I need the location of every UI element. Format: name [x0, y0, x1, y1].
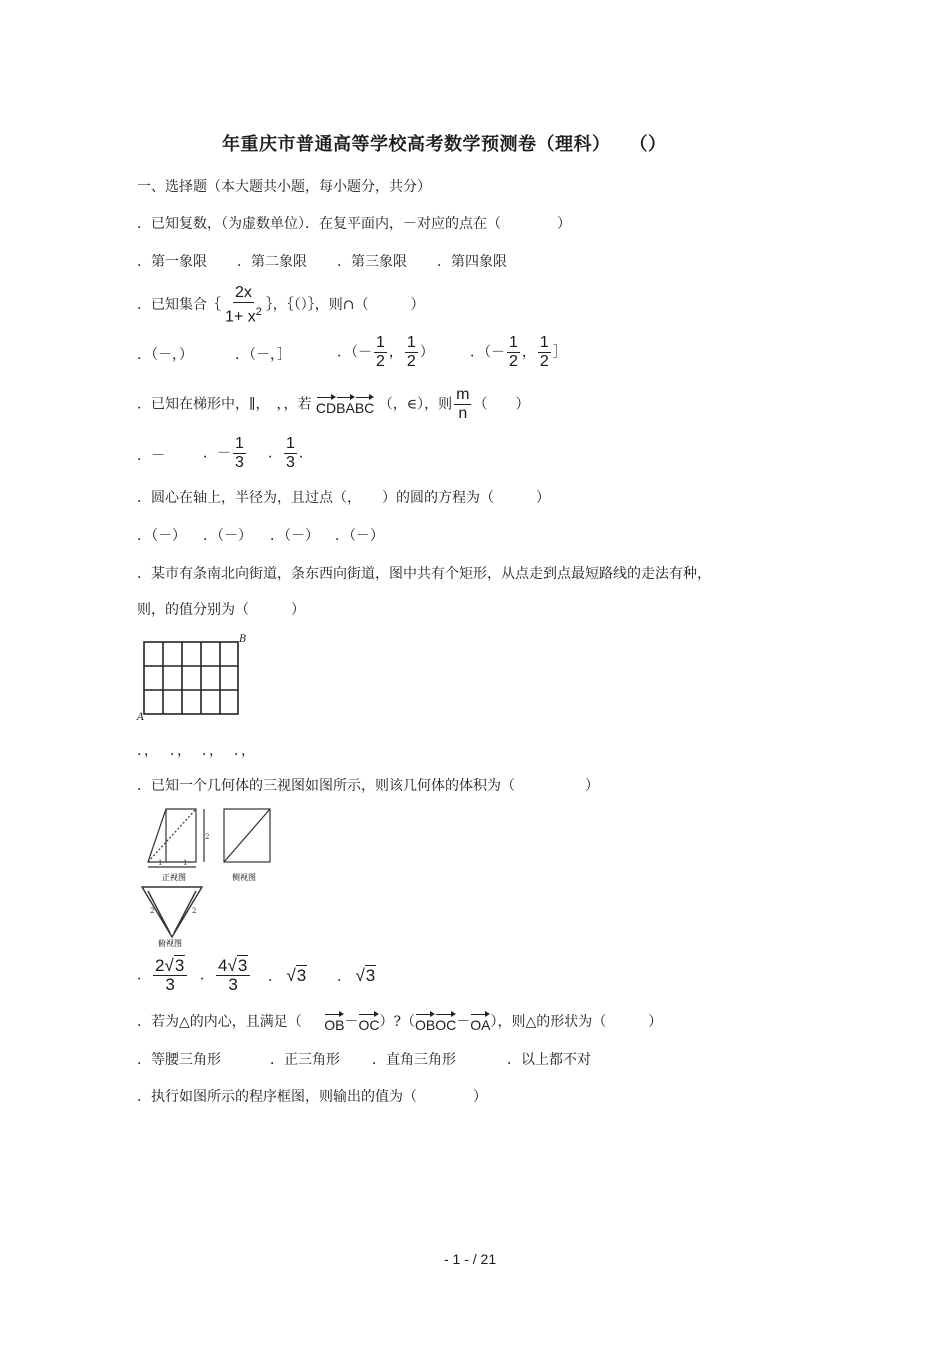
question-5-line-1: ．某市有条南北向街道，条东西向街道，图中共有个矩形，从点走到点最短路线的走法有种，: [137, 566, 711, 582]
q6-option-c: ． √3: [268, 966, 307, 985]
q7-option-b: ．正三角形: [270, 1052, 340, 1068]
q2-frac-num: 2x: [234, 284, 252, 301]
q3-option-a: ．－: [137, 448, 165, 464]
side-view-drawing: [224, 809, 270, 862]
q3-fraction: $\frac{m}{n}$: [456, 386, 470, 422]
section-heading: 一、选择题（本大题共小题，每小题分，共分）: [137, 179, 431, 195]
q1-option-d: ．第四象限: [437, 254, 507, 270]
question-5-line-2: 则，的值分别为（ ）: [137, 602, 305, 618]
question-2: [137, 284, 425, 326]
q5-option-b: ．，: [170, 743, 191, 759]
q2-frac-den: $1+ x^2$: [225, 306, 262, 326]
svg-text:2: 2: [150, 907, 155, 915]
vector-oc-2: OC: [435, 1012, 456, 1032]
street-grid-figure: [136, 630, 256, 722]
vector-oa: OA: [470, 1012, 490, 1032]
q4-option-a: ．（－）: [137, 528, 186, 544]
vector-cd: CD: [316, 395, 336, 415]
q3-option-b: ．－ $\frac{1}{3}$: [203, 435, 244, 471]
q1-option-b: ．第二象限: [237, 254, 307, 270]
q6-option-d: ． √3: [337, 966, 376, 985]
q5-option-a: ．，: [137, 743, 158, 759]
q4-option-d: ．（－）: [335, 528, 384, 544]
dim-height: 2: [205, 833, 210, 841]
q2-suffix: ｝，｛（）｝，则∩（ ）: [265, 297, 425, 314]
q6-option-b: ． $\frac{4√3}{3}$: [200, 957, 252, 994]
q1-option-a: ．第一象限: [137, 254, 207, 270]
three-view-figure: [136, 805, 276, 950]
side-view-label: 侧视图: [232, 873, 256, 882]
vector-ob-2: OB: [415, 1012, 435, 1032]
q2-option-c: ．（－ $\frac{1}{2}$ ， $\frac{1}{2}$ ）: [337, 334, 434, 370]
q7-option-a: ．等腰三角形: [137, 1052, 221, 1068]
q4-option-b: ．（－）: [203, 528, 252, 544]
grid-label-b: B: [239, 634, 247, 645]
svg-text:2: 2: [192, 907, 197, 915]
question-1: ．已知复数，（为虚数单位）．在复平面内，－对应的点在（ ）: [137, 216, 571, 232]
question-4: ．圆心在轴上，半径为，且过点（， ）的圆的方程为（ ）: [137, 490, 550, 506]
question-7: ．若为△的内心，且满足（ OB－OC）?（OBOC－OA），则△的形状为（ ）: [137, 1014, 663, 1033]
q2-option-b: ．（－，］: [235, 347, 291, 363]
q7-option-d: ．以上都不对: [507, 1052, 591, 1068]
grid-label-a: A: [137, 712, 145, 722]
q5-option-c: ．，: [202, 743, 223, 759]
q1-option-c: ．第三象限: [337, 254, 407, 270]
page-title: 年重庆市普通高等学校高考数学预测卷（理科） （）: [222, 134, 667, 155]
q2-frac-exp: 2: [255, 306, 262, 318]
vector-bc: BC: [355, 395, 374, 415]
top-view-label: 俯视图: [158, 939, 182, 948]
question-6: ．已知一个几何体的三视图如图所示，则该几何体的体积为（ ）: [137, 778, 599, 794]
vector-oc: OC: [358, 1012, 379, 1032]
page-number: - 1 - / 21: [444, 1251, 497, 1267]
q2-prefix: ．已知集合｛: [137, 297, 221, 314]
q2-option-a: ．（－，）: [137, 347, 193, 363]
q3-option-c: ． $\frac{1}{3}$ .: [268, 435, 304, 471]
question-8: ．执行如图所示的程序框图，则输出的值为（ ）: [137, 1089, 487, 1105]
dim-base-2: 1: [183, 859, 188, 867]
vector-ba: BA: [336, 395, 355, 415]
question-3: ．已知在梯形中，∥， ，，若 CDBABC （，∈），则 $\frac{m}{n}$ （ ）: [137, 386, 530, 422]
q2-option-d: ．（－ $\frac{1}{2}$ ， $\frac{1}{2}$ ］: [470, 334, 567, 370]
dim-base-1: 1: [158, 859, 163, 867]
q7-option-c: ．直角三角形: [372, 1052, 456, 1068]
vector-ob: OB: [324, 1012, 344, 1032]
q4-option-c: ．（－）: [270, 528, 319, 544]
front-view-label: 正视图: [162, 873, 186, 882]
q6-option-a: ． $\frac{2√3}{3}$: [137, 957, 189, 994]
q2-fraction: [223, 284, 264, 326]
q5-option-d: ．，: [234, 743, 255, 759]
front-view-drawing: [148, 809, 204, 867]
